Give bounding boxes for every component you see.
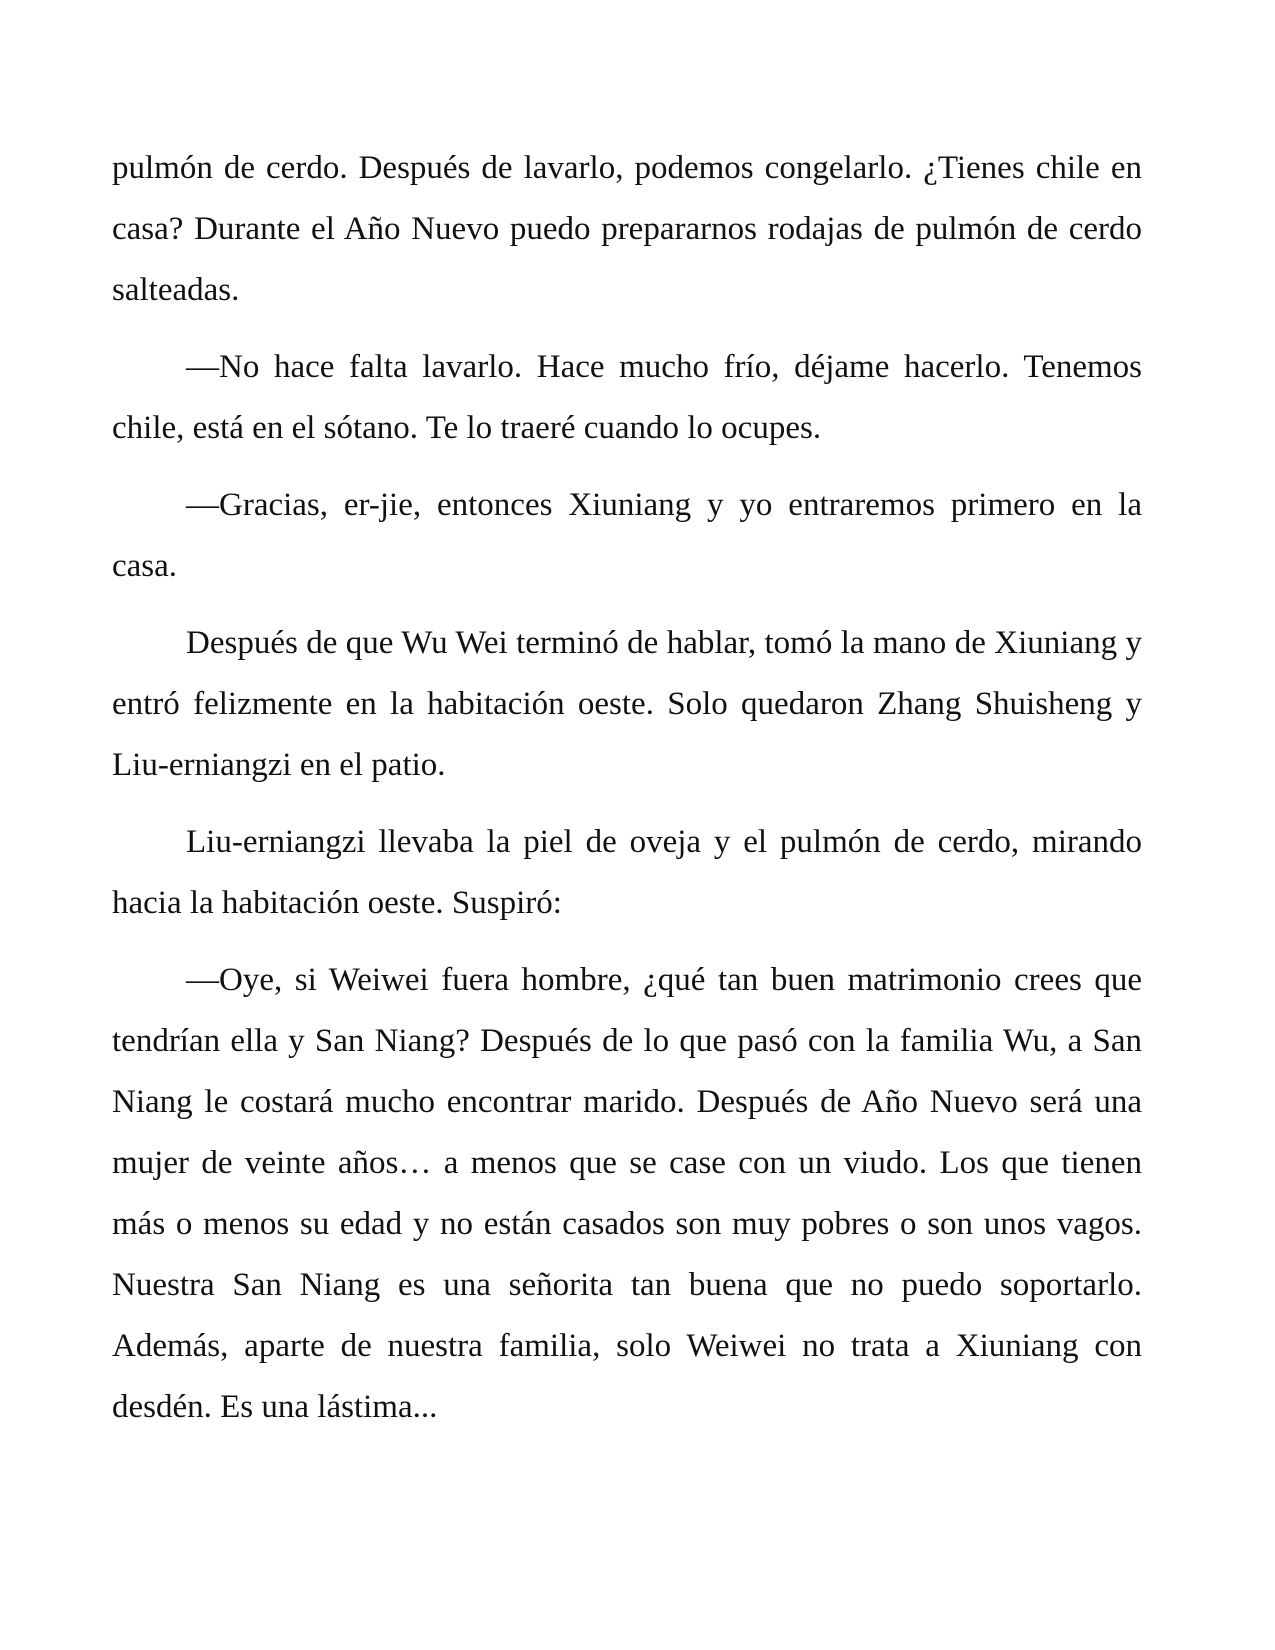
paragraph-6: —Oye, si Weiwei fuera hombre, ¿qué tan buen matrimonio crees que tendrían ella y San Niang? Después de lo que pasó con la familia Wu, a San Niang le costará mucho encontrar marido. Después de Año Nuevo será una mujer de veinte años… a menos que se case con un viudo. Los que tienen más o menos su edad y no están casados son muy pobres o son unos vagos. Nuestra San Niang es una señorita tan buena que no puedo soportarlo. Además, aparte de nuestra familia, solo Weiwei no trata a Xiuniang con desdén. Es una lástima... <box>112 962 1142 1425</box>
paragraph-4: Después de que Wu Wei terminó de hablar, tomó la mano de Xiuniang y entró felizmente en la habitación oeste. Solo quedaron Zhang Shuisheng y Liu-erniangzi en el patio. <box>112 625 1142 783</box>
paragraph-2: —No hace falta lavarlo. Hace mucho frío, déjame hacerlo. Tenemos chile, está en el sótano. Te lo traeré cuando lo ocupes. <box>112 349 1142 446</box>
paragraph-3: —Gracias, er-jie, entonces Xiuniang y yo entraremos primero en la casa. <box>112 487 1142 584</box>
document-page <box>112 138 1142 1438</box>
paragraph-1: pulmón de cerdo. Después de lavarlo, podemos congelarlo. ¿Tienes chile en casa? Durante el Año Nuevo puedo prepararnos rodajas de pulmón de cerdo salteadas. <box>112 150 1142 308</box>
paragraph-5: Liu-erniangzi llevaba la piel de oveja y el pulmón de cerdo, mirando hacia la habitación oeste. Suspiró: <box>112 824 1142 921</box>
